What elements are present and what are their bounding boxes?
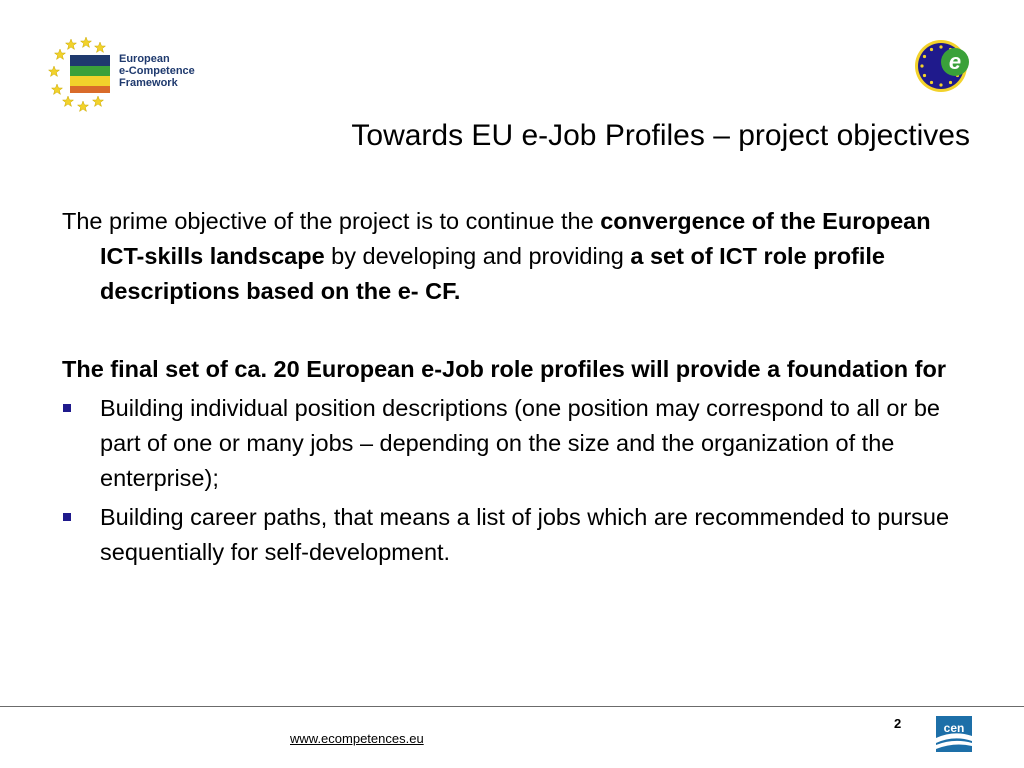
ecf-logo-text bbox=[119, 53, 195, 89]
slide-title: Towards EU e-Job Profiles – project objectives bbox=[351, 119, 970, 152]
bullet-item bbox=[62, 500, 962, 570]
ecf-logo-line2: e-Competence bbox=[119, 65, 195, 77]
ecf-logo-line3: Framework bbox=[119, 77, 178, 89]
objective-text-1: The prime objective of the project is to continue the bbox=[62, 208, 601, 234]
footer-divider bbox=[0, 706, 1024, 707]
objective-paragraph bbox=[62, 204, 962, 309]
square-bullet-icon bbox=[63, 404, 71, 412]
final-set-paragraph bbox=[62, 352, 962, 387]
page-number: 2 bbox=[894, 716, 902, 731]
star-circle-icon bbox=[48, 34, 118, 114]
bullet-text: Building career paths, that means a list of jobs which are recommended to pursue sequentially for self-development. bbox=[100, 504, 950, 565]
bullet-list bbox=[62, 391, 962, 570]
cen-logo-text: cen bbox=[943, 721, 965, 735]
ecf-logo-line1: European bbox=[119, 53, 170, 65]
slide-body bbox=[62, 204, 962, 570]
final-set-text: The final set of ca. 20 European e-Job role profiles will provide a foundation for bbox=[62, 356, 946, 382]
bullet-item bbox=[62, 391, 962, 496]
square-bullet-icon bbox=[63, 513, 71, 521]
objective-bold-1: convergence of the European ICT-skills landscape bbox=[100, 208, 931, 269]
objective-text-2: by developing and providing bbox=[324, 243, 631, 269]
cen-icon bbox=[936, 716, 972, 752]
bullet-text: Building individual position descriptions (one position may correspond to all or be part of one or many jobs – depending on the size and the organization of the enterprise); bbox=[100, 395, 940, 491]
e-logo-letter: e bbox=[948, 49, 962, 74]
e-star-icon bbox=[912, 36, 974, 94]
objective-bold-2: a set of ICT role profile descriptions based on the e- CF. bbox=[100, 243, 885, 304]
ecf-logo bbox=[48, 34, 218, 114]
e-logo bbox=[912, 36, 974, 94]
website-link[interactable]: www.ecompetences.eu bbox=[290, 731, 424, 746]
paragraph-spacer bbox=[62, 309, 962, 352]
cen-logo bbox=[936, 716, 972, 752]
